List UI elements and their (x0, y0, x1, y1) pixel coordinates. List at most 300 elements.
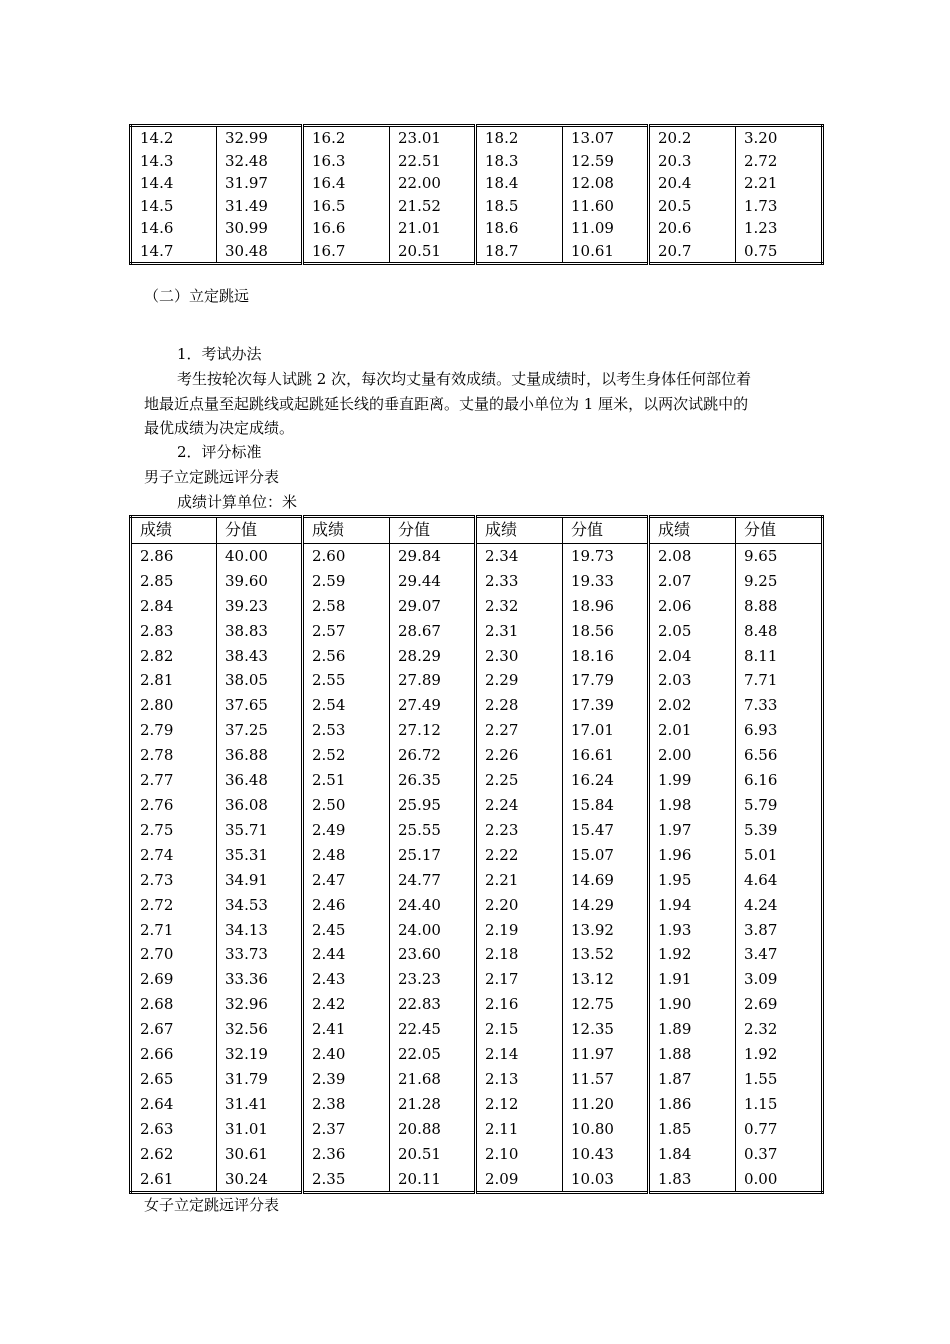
score-cell: 2.66 (140, 1045, 174, 1064)
points-cell: 11.09 (563, 217, 649, 240)
points-cell: 28.67 (390, 619, 476, 644)
score-cell: 2.79 (140, 721, 174, 740)
points-cell: 30.24 (217, 1167, 303, 1193)
points-cell: 4.64 (736, 868, 823, 893)
header-points: 分值 (563, 517, 649, 544)
table-row (131, 843, 823, 868)
header-score: 成绩 (131, 517, 217, 544)
points-cell: 23.60 (390, 942, 476, 967)
score-cell: 2.36 (303, 1142, 390, 1167)
points-cell: 8.48 (736, 619, 823, 644)
score-cell: 2.43 (303, 967, 390, 992)
score-cell: 1.92 (649, 942, 736, 967)
score-cell: 2.56 (303, 644, 390, 669)
score-cell: 2.10 (476, 1142, 563, 1167)
score-cell: 2.00 (649, 743, 736, 768)
score-cell: 2.60 (303, 543, 390, 568)
points-cell: 13.92 (563, 918, 649, 943)
score-cell: 2.76 (140, 795, 174, 814)
table-row (131, 172, 823, 195)
points-cell: 3.47 (736, 942, 823, 967)
points-cell: 20.88 (390, 1117, 476, 1142)
points-cell: 31.49 (217, 195, 303, 218)
score-cell: 2.18 (476, 942, 563, 967)
points-cell: 16.24 (563, 768, 649, 793)
table-row (131, 195, 823, 218)
points-cell: 22.05 (390, 1042, 476, 1067)
table-row (131, 1067, 823, 1092)
points-cell: 26.35 (390, 768, 476, 793)
points-cell: 32.96 (217, 992, 303, 1017)
score-cell: 2.40 (303, 1042, 390, 1067)
score-cell: 16.4 (303, 172, 390, 195)
score-cell: 14.2 (140, 129, 174, 147)
points-cell: 3.20 (736, 126, 823, 150)
table-row (131, 619, 823, 644)
table-row (131, 743, 823, 768)
points-cell: 14.29 (563, 893, 649, 918)
table-row (131, 1117, 823, 1142)
score-cell: 1.97 (649, 818, 736, 843)
points-cell: 39.60 (217, 569, 303, 594)
score-cell: 2.45 (303, 918, 390, 943)
score-cell: 2.13 (476, 1067, 563, 1092)
score-cell: 2.06 (649, 594, 736, 619)
score-cell: 2.09 (476, 1167, 563, 1193)
points-cell: 40.00 (217, 543, 303, 568)
points-cell: 11.60 (563, 195, 649, 218)
score-cell: 2.17 (476, 967, 563, 992)
points-cell: 16.61 (563, 743, 649, 768)
score-cell: 2.47 (303, 868, 390, 893)
table-row (131, 718, 823, 743)
score-cell: 2.58 (303, 594, 390, 619)
score-cell: 2.25 (476, 768, 563, 793)
points-cell: 10.61 (563, 240, 649, 264)
table-row (131, 668, 823, 693)
points-cell: 2.21 (736, 172, 823, 195)
points-cell: 29.07 (390, 594, 476, 619)
points-cell: 0.37 (736, 1142, 823, 1167)
points-cell: 20.51 (390, 1142, 476, 1167)
score-cell: 2.44 (303, 942, 390, 967)
header-score: 成绩 (649, 517, 736, 544)
score-cell: 2.41 (303, 1017, 390, 1042)
score-cell: 2.74 (140, 845, 174, 864)
points-cell: 28.29 (390, 644, 476, 669)
score-cell: 20.4 (649, 172, 736, 195)
header-points: 分值 (390, 517, 476, 544)
table-row (131, 992, 823, 1017)
points-cell: 34.53 (217, 893, 303, 918)
table-row (131, 942, 823, 967)
points-cell: 1.15 (736, 1092, 823, 1117)
points-cell: 10.03 (563, 1167, 649, 1193)
points-cell: 31.97 (217, 172, 303, 195)
score-cell: 1.94 (649, 893, 736, 918)
points-cell: 21.01 (390, 217, 476, 240)
points-cell: 27.49 (390, 693, 476, 718)
score-cell: 1.89 (649, 1017, 736, 1042)
points-cell: 12.08 (563, 172, 649, 195)
points-cell: 36.08 (217, 793, 303, 818)
points-cell: 10.43 (563, 1142, 649, 1167)
score-cell: 2.80 (140, 696, 174, 715)
table-row (131, 893, 823, 918)
score-cell: 14.6 (140, 219, 174, 237)
score-cell: 2.78 (140, 746, 174, 765)
score-cell: 16.2 (303, 126, 390, 150)
points-cell: 1.73 (736, 195, 823, 218)
points-cell: 11.57 (563, 1067, 649, 1092)
points-cell: 3.87 (736, 918, 823, 943)
points-cell: 18.56 (563, 619, 649, 644)
points-cell: 21.28 (390, 1092, 476, 1117)
score-cell: 2.64 (140, 1094, 174, 1113)
score-cell: 2.65 (140, 1069, 174, 1088)
item1-title: 1．考试办法 (177, 345, 262, 363)
score-cell: 2.29 (476, 668, 563, 693)
score-cell: 2.82 (140, 646, 174, 665)
points-cell: 24.00 (390, 918, 476, 943)
points-cell: 18.96 (563, 594, 649, 619)
points-cell: 20.11 (390, 1167, 476, 1193)
score-cell: 2.67 (140, 1020, 174, 1039)
points-cell: 8.11 (736, 644, 823, 669)
score-cell: 2.71 (140, 920, 174, 939)
score-cell: 2.50 (303, 793, 390, 818)
points-cell: 22.00 (390, 172, 476, 195)
points-cell: 4.24 (736, 893, 823, 918)
score-cell: 2.32 (476, 594, 563, 619)
score-cell: 2.38 (303, 1092, 390, 1117)
header-points: 分值 (217, 517, 303, 544)
points-cell: 18.16 (563, 644, 649, 669)
points-cell: 12.75 (563, 992, 649, 1017)
score-cell: 2.37 (303, 1117, 390, 1142)
score-cell: 2.15 (476, 1017, 563, 1042)
points-cell: 31.01 (217, 1117, 303, 1142)
score-cell: 2.63 (140, 1119, 174, 1138)
points-cell: 38.43 (217, 644, 303, 669)
points-cell: 26.72 (390, 743, 476, 768)
points-cell: 7.33 (736, 693, 823, 718)
previous-score-table (129, 124, 824, 265)
score-cell: 1.84 (649, 1142, 736, 1167)
points-cell: 25.17 (390, 843, 476, 868)
paragraph-line: 最优成绩为决定成绩。 (144, 419, 295, 437)
points-cell: 6.56 (736, 743, 823, 768)
points-cell: 37.65 (217, 693, 303, 718)
score-cell: 2.68 (140, 995, 174, 1014)
points-cell: 32.99 (217, 126, 303, 150)
points-cell: 2.69 (736, 992, 823, 1017)
score-cell: 1.95 (649, 868, 736, 893)
score-cell: 2.34 (476, 543, 563, 568)
table-row (131, 150, 823, 173)
paragraph-line: 考生按轮次每人试跳 2 次，每次均丈量有效成绩。丈量成绩时，以考生身体任何部位着 (177, 370, 752, 388)
points-cell: 13.07 (563, 126, 649, 150)
score-cell: 18.6 (476, 217, 563, 240)
score-cell: 2.23 (476, 818, 563, 843)
score-cell: 2.55 (303, 668, 390, 693)
points-cell: 0.75 (736, 240, 823, 264)
score-cell: 2.81 (140, 671, 174, 690)
header-points: 分值 (736, 517, 823, 544)
table-row (131, 793, 823, 818)
score-cell: 1.83 (649, 1167, 736, 1193)
points-cell: 24.40 (390, 893, 476, 918)
points-cell: 9.65 (736, 543, 823, 568)
points-cell: 15.47 (563, 818, 649, 843)
points-cell: 24.77 (390, 868, 476, 893)
table-row (131, 1092, 823, 1117)
score-cell: 14.7 (140, 241, 174, 260)
points-cell: 33.36 (217, 967, 303, 992)
points-cell: 17.39 (563, 693, 649, 718)
points-cell: 29.84 (390, 543, 476, 568)
score-cell: 2.08 (649, 543, 736, 568)
points-cell: 5.79 (736, 793, 823, 818)
points-cell: 9.25 (736, 569, 823, 594)
score-cell: 2.48 (303, 843, 390, 868)
score-cell: 2.69 (140, 970, 174, 989)
score-cell: 14.4 (140, 174, 174, 192)
table-row (131, 768, 823, 793)
score-cell: 2.39 (303, 1067, 390, 1092)
score-cell: 2.52 (303, 743, 390, 768)
points-cell: 27.89 (390, 668, 476, 693)
points-cell: 23.01 (390, 126, 476, 150)
score-cell: 2.54 (303, 693, 390, 718)
points-cell: 38.83 (217, 619, 303, 644)
header-score: 成绩 (476, 517, 563, 544)
score-cell: 2.26 (476, 743, 563, 768)
score-cell: 16.3 (303, 150, 390, 173)
item2-title: 2．评分标准 (177, 443, 262, 461)
points-cell: 6.16 (736, 768, 823, 793)
table-row (131, 818, 823, 843)
score-cell: 20.7 (649, 240, 736, 264)
score-cell: 2.77 (140, 771, 174, 790)
score-cell: 2.83 (140, 621, 174, 640)
points-cell: 22.45 (390, 1017, 476, 1042)
points-cell: 21.52 (390, 195, 476, 218)
score-cell: 20.6 (649, 217, 736, 240)
score-cell: 2.22 (476, 843, 563, 868)
score-cell: 20.2 (649, 126, 736, 150)
score-cell: 2.61 (140, 1169, 174, 1188)
score-cell: 2.01 (649, 718, 736, 743)
score-cell: 1.93 (649, 918, 736, 943)
table-row (131, 1017, 823, 1042)
score-cell: 1.88 (649, 1042, 736, 1067)
score-cell: 16.5 (303, 195, 390, 218)
score-cell: 2.86 (140, 546, 174, 565)
points-cell: 17.01 (563, 718, 649, 743)
points-cell: 14.69 (563, 868, 649, 893)
points-cell: 30.99 (217, 217, 303, 240)
score-cell: 2.11 (476, 1117, 563, 1142)
points-cell: 35.71 (217, 818, 303, 843)
points-cell: 36.48 (217, 768, 303, 793)
points-cell: 1.55 (736, 1067, 823, 1092)
score-cell: 1.98 (649, 793, 736, 818)
score-cell: 2.33 (476, 569, 563, 594)
points-cell: 0.00 (736, 1167, 823, 1193)
score-cell: 2.04 (649, 644, 736, 669)
score-cell: 2.19 (476, 918, 563, 943)
points-cell: 32.48 (217, 150, 303, 173)
score-cell: 2.35 (303, 1167, 390, 1193)
points-cell: 25.55 (390, 818, 476, 843)
points-cell: 31.41 (217, 1092, 303, 1117)
points-cell: 5.01 (736, 843, 823, 868)
table-row (131, 240, 823, 264)
score-cell: 2.53 (303, 718, 390, 743)
points-cell: 31.79 (217, 1067, 303, 1092)
score-cell: 1.91 (649, 967, 736, 992)
table-row (131, 594, 823, 619)
table-row (131, 126, 823, 150)
points-cell: 36.88 (217, 743, 303, 768)
points-cell: 0.77 (736, 1117, 823, 1142)
points-cell: 8.88 (736, 594, 823, 619)
score-cell: 2.62 (140, 1144, 174, 1163)
male-table-title: 男子立定跳远评分表 (144, 468, 280, 486)
score-cell: 2.49 (303, 818, 390, 843)
score-cell: 2.28 (476, 693, 563, 718)
score-cell: 2.84 (140, 596, 174, 615)
score-cell: 2.59 (303, 569, 390, 594)
female-table-title: 女子立定跳远评分表 (144, 1196, 280, 1214)
table-row (131, 569, 823, 594)
score-cell: 2.07 (649, 569, 736, 594)
table-row (131, 217, 823, 240)
paragraph-line: 地最近点量至起跳线或起跳延长线的垂直距离。丈量的最小单位为 1 厘米，以两次试跳中的 (144, 395, 749, 413)
score-cell: 14.5 (140, 196, 174, 215)
table-row (131, 1167, 823, 1193)
points-cell: 15.07 (563, 843, 649, 868)
unit-label: 成绩计算单位：米 (177, 493, 298, 511)
score-cell: 18.3 (476, 150, 563, 173)
points-cell: 12.35 (563, 1017, 649, 1042)
points-cell: 29.44 (390, 569, 476, 594)
table-row (131, 644, 823, 669)
points-cell: 25.95 (390, 793, 476, 818)
table-row (131, 868, 823, 893)
table-row (131, 967, 823, 992)
score-cell: 2.75 (140, 820, 174, 839)
score-cell: 1.86 (649, 1092, 736, 1117)
table-row (131, 1042, 823, 1067)
points-cell: 11.97 (563, 1042, 649, 1067)
score-cell: 2.30 (476, 644, 563, 669)
score-cell: 1.90 (649, 992, 736, 1017)
points-cell: 15.84 (563, 793, 649, 818)
points-cell: 13.52 (563, 942, 649, 967)
points-cell: 22.83 (390, 992, 476, 1017)
score-cell: 2.72 (140, 895, 174, 914)
score-cell: 2.16 (476, 992, 563, 1017)
score-cell: 1.87 (649, 1067, 736, 1092)
points-cell: 1.92 (736, 1042, 823, 1067)
score-cell: 16.6 (303, 217, 390, 240)
points-cell: 6.93 (736, 718, 823, 743)
points-cell: 20.51 (390, 240, 476, 264)
points-cell: 30.61 (217, 1142, 303, 1167)
score-cell: 16.7 (303, 240, 390, 264)
points-cell: 32.19 (217, 1042, 303, 1067)
male-standing-long-jump-table (129, 515, 824, 1194)
score-cell: 2.02 (649, 693, 736, 718)
score-cell: 14.3 (140, 151, 174, 170)
points-cell: 34.91 (217, 868, 303, 893)
points-cell: 32.56 (217, 1017, 303, 1042)
points-cell: 21.68 (390, 1067, 476, 1092)
score-cell: 2.73 (140, 870, 174, 889)
score-cell: 18.4 (476, 172, 563, 195)
score-cell: 2.20 (476, 893, 563, 918)
score-cell: 2.85 (140, 571, 174, 590)
score-cell: 2.03 (649, 668, 736, 693)
table-row (131, 1142, 823, 1167)
points-cell: 2.72 (736, 150, 823, 173)
score-cell: 2.05 (649, 619, 736, 644)
score-cell: 2.24 (476, 793, 563, 818)
points-cell: 37.25 (217, 718, 303, 743)
score-cell: 2.27 (476, 718, 563, 743)
score-cell: 2.51 (303, 768, 390, 793)
score-cell: 20.3 (649, 150, 736, 173)
table-row (131, 918, 823, 943)
score-cell: 2.70 (140, 945, 174, 964)
points-cell: 23.23 (390, 967, 476, 992)
table-row (131, 543, 823, 568)
score-cell: 2.57 (303, 619, 390, 644)
points-cell: 22.51 (390, 150, 476, 173)
score-cell: 18.5 (476, 195, 563, 218)
score-cell: 18.7 (476, 240, 563, 264)
points-cell: 11.20 (563, 1092, 649, 1117)
points-cell: 35.31 (217, 843, 303, 868)
header-score: 成绩 (303, 517, 390, 544)
points-cell: 7.71 (736, 668, 823, 693)
points-cell: 38.05 (217, 668, 303, 693)
score-cell: 1.85 (649, 1117, 736, 1142)
points-cell: 19.73 (563, 543, 649, 568)
points-cell: 39.23 (217, 594, 303, 619)
score-cell: 2.12 (476, 1092, 563, 1117)
score-cell: 2.21 (476, 868, 563, 893)
score-cell: 20.5 (649, 195, 736, 218)
points-cell: 1.23 (736, 217, 823, 240)
points-cell: 19.33 (563, 569, 649, 594)
score-cell: 2.31 (476, 619, 563, 644)
points-cell: 3.09 (736, 967, 823, 992)
points-cell: 30.48 (217, 240, 303, 264)
points-cell: 2.32 (736, 1017, 823, 1042)
score-cell: 1.96 (649, 843, 736, 868)
points-cell: 17.79 (563, 668, 649, 693)
points-cell: 12.59 (563, 150, 649, 173)
table-header-row (131, 517, 823, 544)
points-cell: 13.12 (563, 967, 649, 992)
score-cell: 2.42 (303, 992, 390, 1017)
score-cell: 1.99 (649, 768, 736, 793)
score-cell: 2.46 (303, 893, 390, 918)
points-cell: 10.80 (563, 1117, 649, 1142)
